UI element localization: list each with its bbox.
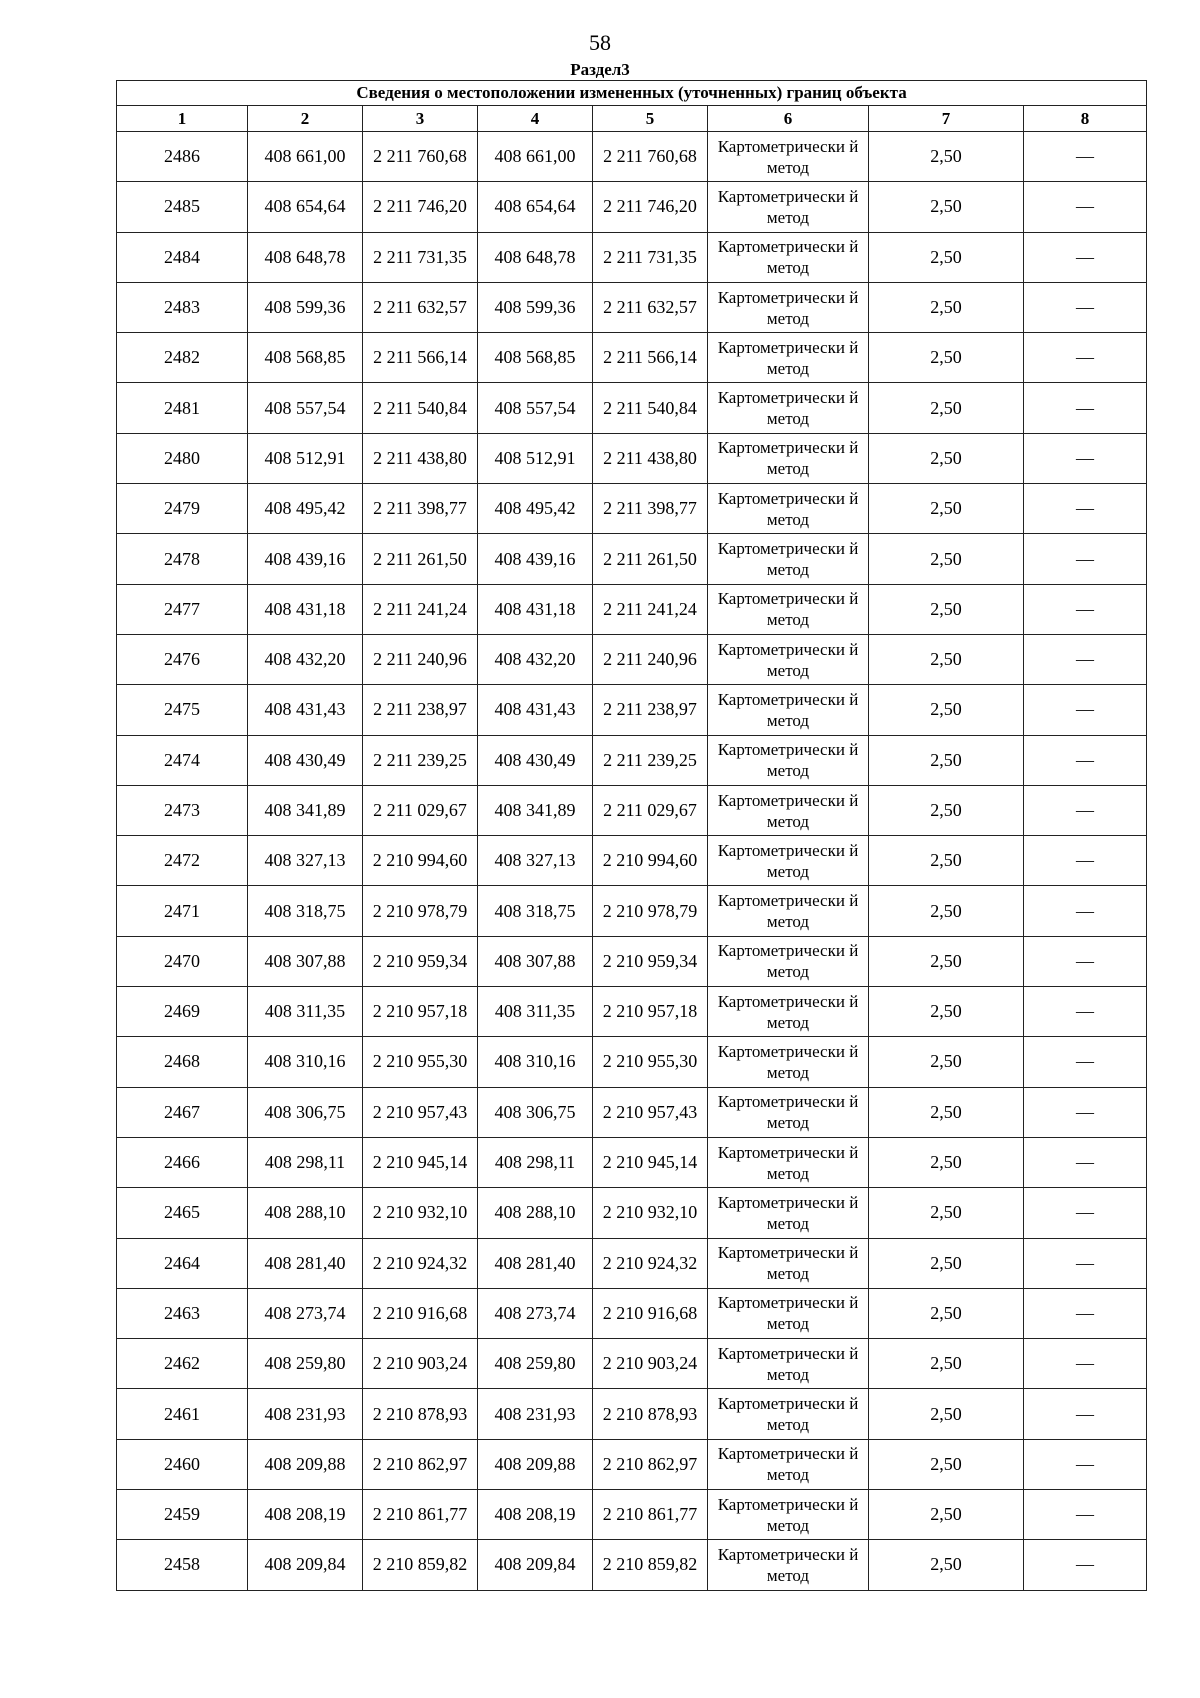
note-cell: — — [1024, 433, 1147, 483]
column-header: 2 — [248, 106, 363, 132]
y-coordinate-new-cell: 2 210 957,18 — [593, 987, 708, 1037]
table-row — [117, 836, 1147, 886]
x-coordinate-existing-cell: 408 512,91 — [248, 433, 363, 483]
method-cell: Картометрически й метод — [708, 1439, 869, 1489]
column-header: 7 — [869, 106, 1024, 132]
table-row — [117, 1540, 1147, 1590]
y-coordinate-new-cell: 2 210 957,43 — [593, 1087, 708, 1137]
coordinates-table — [116, 80, 1147, 1591]
precision-cell: 2,50 — [869, 1037, 1024, 1087]
point-number-cell: 2476 — [117, 634, 248, 684]
table-row — [117, 987, 1147, 1037]
precision-cell: 2,50 — [869, 785, 1024, 835]
note-cell: — — [1024, 584, 1147, 634]
y-coordinate-existing-cell: 2 211 540,84 — [363, 383, 478, 433]
note-cell: — — [1024, 132, 1147, 182]
method-cell: Картометрически й метод — [708, 785, 869, 835]
precision-cell: 2,50 — [869, 886, 1024, 936]
precision-cell: 2,50 — [869, 282, 1024, 332]
table-row — [117, 282, 1147, 332]
x-coordinate-new-cell: 408 288,10 — [478, 1188, 593, 1238]
table-row — [117, 132, 1147, 182]
table-row — [117, 534, 1147, 584]
point-number-cell: 2477 — [117, 584, 248, 634]
note-cell: — — [1024, 735, 1147, 785]
y-coordinate-new-cell: 2 211 241,24 — [593, 584, 708, 634]
point-number-cell: 2460 — [117, 1439, 248, 1489]
precision-cell: 2,50 — [869, 735, 1024, 785]
point-number-cell: 2474 — [117, 735, 248, 785]
table-row — [117, 634, 1147, 684]
y-coordinate-new-cell: 2 210 861,77 — [593, 1490, 708, 1540]
precision-cell: 2,50 — [869, 1490, 1024, 1540]
table-row — [117, 1087, 1147, 1137]
x-coordinate-existing-cell: 408 431,18 — [248, 584, 363, 634]
x-coordinate-new-cell: 408 439,16 — [478, 534, 593, 584]
point-number-cell: 2485 — [117, 182, 248, 232]
x-coordinate-existing-cell: 408 288,10 — [248, 1188, 363, 1238]
x-coordinate-new-cell: 408 431,18 — [478, 584, 593, 634]
x-coordinate-new-cell: 408 661,00 — [478, 132, 593, 182]
y-coordinate-existing-cell: 2 210 957,43 — [363, 1087, 478, 1137]
precision-cell: 2,50 — [869, 132, 1024, 182]
x-coordinate-new-cell: 408 512,91 — [478, 433, 593, 483]
x-coordinate-existing-cell: 408 431,43 — [248, 685, 363, 735]
x-coordinate-existing-cell: 408 209,88 — [248, 1439, 363, 1489]
method-cell: Картометрически й метод — [708, 333, 869, 383]
precision-cell: 2,50 — [869, 1439, 1024, 1489]
y-coordinate-new-cell: 2 210 978,79 — [593, 886, 708, 936]
y-coordinate-existing-cell: 2 210 932,10 — [363, 1188, 478, 1238]
point-number-cell: 2461 — [117, 1389, 248, 1439]
note-cell: — — [1024, 685, 1147, 735]
point-number-cell: 2473 — [117, 785, 248, 835]
x-coordinate-new-cell: 408 495,42 — [478, 484, 593, 534]
point-number-cell: 2462 — [117, 1339, 248, 1389]
x-coordinate-existing-cell: 408 306,75 — [248, 1087, 363, 1137]
table-row — [117, 1439, 1147, 1489]
precision-cell: 2,50 — [869, 1238, 1024, 1288]
y-coordinate-existing-cell: 2 210 955,30 — [363, 1037, 478, 1087]
x-coordinate-existing-cell: 408 495,42 — [248, 484, 363, 534]
y-coordinate-existing-cell: 2 211 239,25 — [363, 735, 478, 785]
note-cell: — — [1024, 634, 1147, 684]
y-coordinate-new-cell: 2 210 945,14 — [593, 1137, 708, 1187]
x-coordinate-existing-cell: 408 209,84 — [248, 1540, 363, 1590]
y-coordinate-new-cell: 2 211 760,68 — [593, 132, 708, 182]
x-coordinate-new-cell: 408 599,36 — [478, 282, 593, 332]
x-coordinate-existing-cell: 408 298,11 — [248, 1137, 363, 1187]
method-cell: Картометрически й метод — [708, 936, 869, 986]
x-coordinate-new-cell: 408 327,13 — [478, 836, 593, 886]
note-cell: — — [1024, 1188, 1147, 1238]
y-coordinate-new-cell: 2 211 566,14 — [593, 333, 708, 383]
method-cell: Картометрически й метод — [708, 1288, 869, 1338]
note-cell: — — [1024, 182, 1147, 232]
y-coordinate-new-cell: 2 211 731,35 — [593, 232, 708, 282]
note-cell: — — [1024, 1137, 1147, 1187]
y-coordinate-new-cell: 2 211 398,77 — [593, 484, 708, 534]
y-coordinate-new-cell: 2 210 959,34 — [593, 936, 708, 986]
table-row — [117, 1037, 1147, 1087]
table-row — [117, 333, 1147, 383]
x-coordinate-new-cell: 408 307,88 — [478, 936, 593, 986]
x-coordinate-existing-cell: 408 281,40 — [248, 1238, 363, 1288]
method-cell: Картометрически й метод — [708, 484, 869, 534]
precision-cell: 2,50 — [869, 333, 1024, 383]
precision-cell: 2,50 — [869, 433, 1024, 483]
method-cell: Картометрически й метод — [708, 1490, 869, 1540]
precision-cell: 2,50 — [869, 1540, 1024, 1590]
table-row — [117, 182, 1147, 232]
x-coordinate-existing-cell: 408 310,16 — [248, 1037, 363, 1087]
point-number-cell: 2470 — [117, 936, 248, 986]
x-coordinate-existing-cell: 408 231,93 — [248, 1389, 363, 1439]
x-coordinate-new-cell: 408 432,20 — [478, 634, 593, 684]
x-coordinate-new-cell: 408 648,78 — [478, 232, 593, 282]
y-coordinate-new-cell: 2 210 903,24 — [593, 1339, 708, 1389]
y-coordinate-existing-cell: 2 210 957,18 — [363, 987, 478, 1037]
x-coordinate-existing-cell: 408 318,75 — [248, 886, 363, 936]
section-title: Раздел3 — [570, 60, 630, 79]
table-row — [117, 584, 1147, 634]
y-coordinate-new-cell: 2 210 878,93 — [593, 1389, 708, 1439]
x-coordinate-existing-cell: 408 557,54 — [248, 383, 363, 433]
x-coordinate-existing-cell: 408 661,00 — [248, 132, 363, 182]
x-coordinate-new-cell: 408 654,64 — [478, 182, 593, 232]
method-cell: Картометрически й метод — [708, 836, 869, 886]
x-coordinate-new-cell: 408 431,43 — [478, 685, 593, 735]
y-coordinate-new-cell: 2 210 924,32 — [593, 1238, 708, 1288]
method-cell: Картометрически й метод — [708, 735, 869, 785]
table-row — [117, 1389, 1147, 1439]
precision-cell: 2,50 — [869, 383, 1024, 433]
y-coordinate-existing-cell: 2 211 240,96 — [363, 634, 478, 684]
table-row — [117, 886, 1147, 936]
y-coordinate-new-cell: 2 211 540,84 — [593, 383, 708, 433]
precision-cell: 2,50 — [869, 182, 1024, 232]
x-coordinate-new-cell: 408 557,54 — [478, 383, 593, 433]
table-row — [117, 1188, 1147, 1238]
note-cell: — — [1024, 1540, 1147, 1590]
method-cell: Картометрически й метод — [708, 433, 869, 483]
point-number-cell: 2484 — [117, 232, 248, 282]
table-row — [117, 383, 1147, 433]
point-number-cell: 2458 — [117, 1540, 248, 1590]
note-cell: — — [1024, 936, 1147, 986]
note-cell: — — [1024, 1037, 1147, 1087]
y-coordinate-new-cell: 2 211 438,80 — [593, 433, 708, 483]
y-coordinate-existing-cell: 2 210 994,60 — [363, 836, 478, 886]
method-cell: Картометрически й метод — [708, 182, 869, 232]
point-number-cell: 2478 — [117, 534, 248, 584]
x-coordinate-new-cell: 408 311,35 — [478, 987, 593, 1037]
y-coordinate-new-cell: 2 210 862,97 — [593, 1439, 708, 1489]
table-row — [117, 1137, 1147, 1187]
note-cell: — — [1024, 383, 1147, 433]
y-coordinate-existing-cell: 2 211 238,97 — [363, 685, 478, 735]
x-coordinate-new-cell: 408 306,75 — [478, 1087, 593, 1137]
precision-cell: 2,50 — [869, 634, 1024, 684]
method-cell: Картометрически й метод — [708, 132, 869, 182]
precision-cell: 2,50 — [869, 836, 1024, 886]
y-coordinate-existing-cell: 2 211 746,20 — [363, 182, 478, 232]
note-cell: — — [1024, 1389, 1147, 1439]
x-coordinate-existing-cell: 408 648,78 — [248, 232, 363, 282]
precision-cell: 2,50 — [869, 1087, 1024, 1137]
y-coordinate-existing-cell: 2 210 945,14 — [363, 1137, 478, 1187]
point-number-cell: 2466 — [117, 1137, 248, 1187]
x-coordinate-new-cell: 408 273,74 — [478, 1288, 593, 1338]
note-cell: — — [1024, 836, 1147, 886]
note-cell: — — [1024, 1238, 1147, 1288]
x-coordinate-new-cell: 408 209,88 — [478, 1439, 593, 1489]
table-row — [117, 1288, 1147, 1338]
precision-cell: 2,50 — [869, 1339, 1024, 1389]
note-cell: — — [1024, 785, 1147, 835]
y-coordinate-existing-cell: 2 210 903,24 — [363, 1339, 478, 1389]
x-coordinate-new-cell: 408 259,80 — [478, 1339, 593, 1389]
method-cell: Картометрически й метод — [708, 1540, 869, 1590]
note-cell: — — [1024, 484, 1147, 534]
x-coordinate-new-cell: 408 209,84 — [478, 1540, 593, 1590]
table-row — [117, 936, 1147, 986]
method-cell: Картометрически й метод — [708, 1137, 869, 1187]
table-caption: Сведения о местоположении измененных (уточненных) границ объекта — [117, 81, 1147, 106]
column-header: 5 — [593, 106, 708, 132]
table-row — [117, 1339, 1147, 1389]
table-row — [117, 232, 1147, 282]
y-coordinate-existing-cell: 2 210 859,82 — [363, 1540, 478, 1590]
x-coordinate-existing-cell: 408 439,16 — [248, 534, 363, 584]
precision-cell: 2,50 — [869, 232, 1024, 282]
point-number-cell: 2465 — [117, 1188, 248, 1238]
x-coordinate-existing-cell: 408 654,64 — [248, 182, 363, 232]
note-cell: — — [1024, 1490, 1147, 1540]
y-coordinate-existing-cell: 2 211 398,77 — [363, 484, 478, 534]
method-cell: Картометрически й метод — [708, 1339, 869, 1389]
method-cell: Картометрически й метод — [708, 584, 869, 634]
note-cell: — — [1024, 1439, 1147, 1489]
point-number-cell: 2471 — [117, 886, 248, 936]
x-coordinate-existing-cell: 408 273,74 — [248, 1288, 363, 1338]
y-coordinate-existing-cell: 2 210 978,79 — [363, 886, 478, 936]
point-number-cell: 2483 — [117, 282, 248, 332]
point-number-cell: 2486 — [117, 132, 248, 182]
precision-cell: 2,50 — [869, 936, 1024, 986]
method-cell: Картометрически й метод — [708, 1238, 869, 1288]
point-number-cell: 2464 — [117, 1238, 248, 1288]
y-coordinate-existing-cell: 2 211 438,80 — [363, 433, 478, 483]
point-number-cell: 2459 — [117, 1490, 248, 1540]
y-coordinate-new-cell: 2 210 994,60 — [593, 836, 708, 886]
y-coordinate-existing-cell: 2 211 632,57 — [363, 282, 478, 332]
table-row — [117, 735, 1147, 785]
x-coordinate-existing-cell: 408 430,49 — [248, 735, 363, 785]
note-cell: — — [1024, 333, 1147, 383]
y-coordinate-new-cell: 2 211 238,97 — [593, 685, 708, 735]
method-cell: Картометрически й метод — [708, 383, 869, 433]
method-cell: Картометрически й метод — [708, 987, 869, 1037]
y-coordinate-existing-cell: 2 210 861,77 — [363, 1490, 478, 1540]
x-coordinate-existing-cell: 408 568,85 — [248, 333, 363, 383]
x-coordinate-existing-cell: 408 311,35 — [248, 987, 363, 1037]
y-coordinate-existing-cell: 2 210 862,97 — [363, 1439, 478, 1489]
note-cell: — — [1024, 282, 1147, 332]
x-coordinate-new-cell: 408 341,89 — [478, 785, 593, 835]
method-cell: Картометрически й метод — [708, 1188, 869, 1238]
table-row — [117, 484, 1147, 534]
note-cell: — — [1024, 232, 1147, 282]
point-number-cell: 2463 — [117, 1288, 248, 1338]
precision-cell: 2,50 — [869, 685, 1024, 735]
y-coordinate-existing-cell: 2 210 878,93 — [363, 1389, 478, 1439]
table-body — [117, 132, 1147, 1591]
point-number-cell: 2467 — [117, 1087, 248, 1137]
point-number-cell: 2468 — [117, 1037, 248, 1087]
page-number: 58 — [589, 30, 611, 55]
y-coordinate-new-cell: 2 211 746,20 — [593, 182, 708, 232]
method-cell: Картометрически й метод — [708, 232, 869, 282]
y-coordinate-new-cell: 2 211 240,96 — [593, 634, 708, 684]
method-cell: Картометрически й метод — [708, 1087, 869, 1137]
point-number-cell: 2482 — [117, 333, 248, 383]
precision-cell: 2,50 — [869, 1288, 1024, 1338]
point-number-cell: 2481 — [117, 383, 248, 433]
note-cell: — — [1024, 1087, 1147, 1137]
y-coordinate-new-cell: 2 211 632,57 — [593, 282, 708, 332]
precision-cell: 2,50 — [869, 1389, 1024, 1439]
y-coordinate-existing-cell: 2 211 029,67 — [363, 785, 478, 835]
table-row — [117, 1238, 1147, 1288]
method-cell: Картометрически й метод — [708, 534, 869, 584]
method-cell: Картометрически й метод — [708, 282, 869, 332]
x-coordinate-new-cell: 408 298,11 — [478, 1137, 593, 1187]
x-coordinate-existing-cell: 408 599,36 — [248, 282, 363, 332]
table-row — [117, 1490, 1147, 1540]
point-number-cell: 2480 — [117, 433, 248, 483]
y-coordinate-existing-cell: 2 210 916,68 — [363, 1288, 478, 1338]
x-coordinate-existing-cell: 408 432,20 — [248, 634, 363, 684]
note-cell: — — [1024, 1288, 1147, 1338]
column-header: 6 — [708, 106, 869, 132]
note-cell: — — [1024, 1339, 1147, 1389]
x-coordinate-new-cell: 408 281,40 — [478, 1238, 593, 1288]
note-cell: — — [1024, 886, 1147, 936]
x-coordinate-new-cell: 408 430,49 — [478, 735, 593, 785]
point-number-cell: 2475 — [117, 685, 248, 735]
precision-cell: 2,50 — [869, 484, 1024, 534]
y-coordinate-new-cell: 2 210 932,10 — [593, 1188, 708, 1238]
y-coordinate-new-cell: 2 211 029,67 — [593, 785, 708, 835]
point-number-cell: 2469 — [117, 987, 248, 1037]
table-row — [117, 685, 1147, 735]
column-header: 8 — [1024, 106, 1147, 132]
x-coordinate-new-cell: 408 231,93 — [478, 1389, 593, 1439]
x-coordinate-new-cell: 408 310,16 — [478, 1037, 593, 1087]
y-coordinate-existing-cell: 2 210 924,32 — [363, 1238, 478, 1288]
x-coordinate-existing-cell: 408 259,80 — [248, 1339, 363, 1389]
precision-cell: 2,50 — [869, 1137, 1024, 1187]
column-header-row — [117, 106, 1147, 132]
column-header: 1 — [117, 106, 248, 132]
y-coordinate-new-cell: 2 210 955,30 — [593, 1037, 708, 1087]
y-coordinate-existing-cell: 2 211 760,68 — [363, 132, 478, 182]
y-coordinate-existing-cell: 2 211 241,24 — [363, 584, 478, 634]
point-number-cell: 2479 — [117, 484, 248, 534]
y-coordinate-new-cell: 2 210 916,68 — [593, 1288, 708, 1338]
table-row — [117, 433, 1147, 483]
point-number-cell: 2472 — [117, 836, 248, 886]
y-coordinate-existing-cell: 2 211 731,35 — [363, 232, 478, 282]
precision-cell: 2,50 — [869, 534, 1024, 584]
precision-cell: 2,50 — [869, 987, 1024, 1037]
x-coordinate-existing-cell: 408 208,19 — [248, 1490, 363, 1540]
x-coordinate-existing-cell: 408 307,88 — [248, 936, 363, 986]
x-coordinate-new-cell: 408 208,19 — [478, 1490, 593, 1540]
x-coordinate-existing-cell: 408 341,89 — [248, 785, 363, 835]
y-coordinate-existing-cell: 2 211 566,14 — [363, 333, 478, 383]
table-row — [117, 785, 1147, 835]
note-cell: — — [1024, 534, 1147, 584]
note-cell: — — [1024, 987, 1147, 1037]
method-cell: Картометрически й метод — [708, 634, 869, 684]
y-coordinate-new-cell: 2 211 239,25 — [593, 735, 708, 785]
method-cell: Картометрически й метод — [708, 1037, 869, 1087]
precision-cell: 2,50 — [869, 1188, 1024, 1238]
y-coordinate-existing-cell: 2 210 959,34 — [363, 936, 478, 986]
y-coordinate-new-cell: 2 211 261,50 — [593, 534, 708, 584]
column-header: 3 — [363, 106, 478, 132]
y-coordinate-existing-cell: 2 211 261,50 — [363, 534, 478, 584]
column-header: 4 — [478, 106, 593, 132]
y-coordinate-new-cell: 2 210 859,82 — [593, 1540, 708, 1590]
method-cell: Картометрически й метод — [708, 886, 869, 936]
x-coordinate-existing-cell: 408 327,13 — [248, 836, 363, 886]
x-coordinate-new-cell: 408 568,85 — [478, 333, 593, 383]
x-coordinate-new-cell: 408 318,75 — [478, 886, 593, 936]
precision-cell: 2,50 — [869, 584, 1024, 634]
method-cell: Картометрически й метод — [708, 1389, 869, 1439]
method-cell: Картометрически й метод — [708, 685, 869, 735]
